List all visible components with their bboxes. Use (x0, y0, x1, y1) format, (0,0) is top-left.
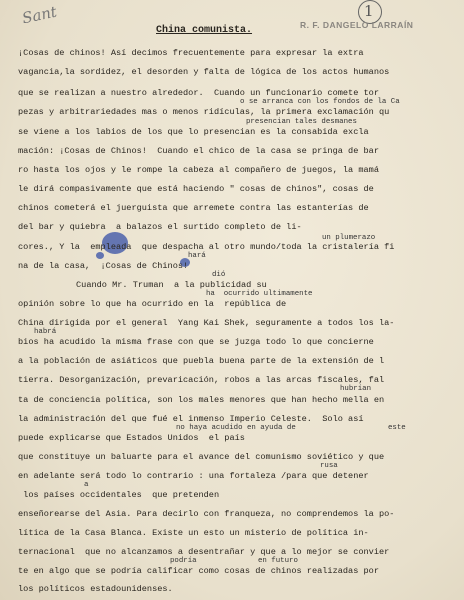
insertion: este (388, 424, 406, 432)
text-line: a la población de asiáticos que puebla buena parte de la extensión de l (18, 356, 385, 366)
insertion: podría (170, 557, 197, 565)
text-line: te en algo que se podría calificar como cosas de chinos realizadas por (18, 566, 379, 576)
text-line: que constituye un baluarte para el avance del comunismo soviético y que (18, 452, 385, 462)
text-line: puede explicarse que Estados Unidos el país (18, 433, 245, 443)
text-line: le dirá compasivamente que está haciendo " cosas de chinos", cosas de (18, 184, 374, 194)
text-line: los países occidentales que pretenden (18, 490, 220, 500)
text-line: ¡Cosas de chinos! Así decimos frecuentemente para expresar la extra (18, 48, 364, 58)
document-title: China comunista. (156, 25, 253, 36)
pencil-annotation: Sant (20, 2, 59, 28)
text-line: lítica de la Casa Blanca. Existe un esto un misterio de política in- (18, 528, 369, 538)
text-line: ta de conciencia política, son los males menores que han hecho mella en (18, 395, 385, 405)
insertion: ha ocurrido ultimamente (206, 290, 313, 298)
insertion: rusa (320, 462, 338, 470)
text-line: los políticos estadounidenses. (18, 584, 173, 594)
insertion: en futuro (258, 557, 298, 565)
text-line: tierra. Desorganización, prevaricación, robos a las arcas fiscales, fal (18, 375, 385, 385)
text-line: ternacional que no alcanzamos a desentrañar y que a lo mejor se convier (18, 547, 390, 557)
text-line: que se realizan a nuestro alrededor. Cuando un funcionario comete tor (18, 88, 379, 98)
text-line: opinión sobre lo que ha ocurrido en la república de (18, 299, 287, 309)
text-line: na de la casa, ¡Cosas de Chinos! (18, 261, 189, 271)
ink-stain-splash (96, 252, 104, 259)
insertion: hará (188, 252, 206, 260)
insertion: a (84, 481, 89, 489)
text-line: la administración del que fué el inmenso Imperio Celeste. Solo así (18, 414, 364, 424)
text-line: China dirigida por el general Yang Kai Shek, seguramente a todos los la- (18, 318, 395, 328)
text-line: vagancia,la sordidez, el desorden y falta de lógica de los actos humanos (18, 67, 390, 77)
insertion: dió (212, 271, 226, 279)
text-line: del bar y quiebra a balazos el surtido completo de li- (18, 222, 302, 232)
insertion: no haya acudido en ayuda de (176, 424, 296, 432)
text-line: enseñorearse del Asia. Para decirlo con franqueza, no comprendemos la po- (18, 509, 395, 519)
text-line: ro hasta los ojos y le rompe la cabeza al compañero de juegos, la mamá (18, 165, 379, 175)
insertion: o se arranca con los fondos de la Ca (240, 98, 400, 106)
archive-stamp: R. F. DANGELO LARRAÍN (300, 20, 414, 30)
text-line: cores., Y la empleada que despacha al otro mundo/toda la cristalería fi (18, 242, 395, 252)
insertion: habrá (34, 328, 57, 336)
text-line: Cuando Mr. Truman a la publicidad su (76, 280, 267, 290)
text-line: en adelante será todo lo contrario : una fortaleza /para que detener (18, 471, 369, 481)
text-line: se viene a los labios de los que lo presencian es la consabida excla (18, 127, 369, 137)
insertion: presencian tales desmanes (246, 118, 357, 126)
insertion: un plumerazo (322, 234, 376, 242)
text-line: pezas y arbitrariedades mas o menos ridículas, la primera exclamación qu (18, 107, 390, 117)
text-line: chinos cometerá el juerguista que arremete contra las estanterías de (18, 203, 369, 213)
page-number: 1 (364, 2, 374, 20)
text-line: bios ha acudido la misma frase con que se juzga todo lo que concierne (18, 337, 374, 347)
text-line: mación: ¡Cosas de Chinos! Cuando el chico de la casa se pringa de bar (18, 146, 379, 156)
insertion: hubrían (340, 385, 372, 393)
